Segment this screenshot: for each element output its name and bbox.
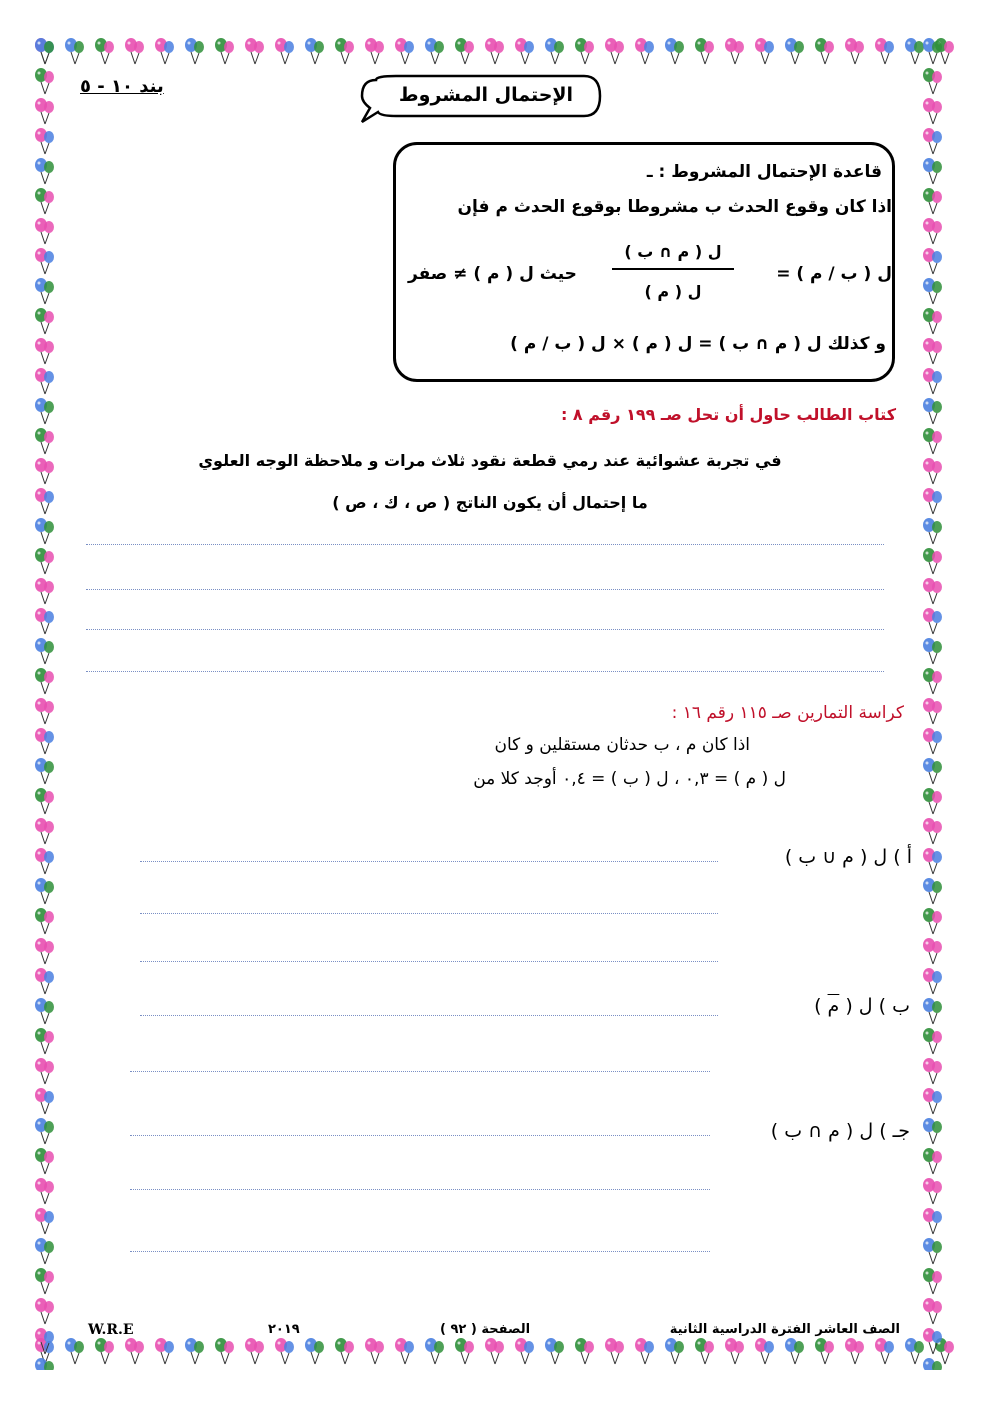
balloon-ornament-icon	[918, 426, 948, 456]
balloon-ornament-icon	[30, 576, 60, 606]
balloon-ornament-icon	[30, 726, 60, 756]
balloon-ornament-icon	[180, 1336, 210, 1366]
ornamental-border-bottom	[30, 1336, 962, 1370]
balloon-ornament-icon	[690, 1336, 720, 1366]
textbook-question-line1: في تجربة عشوائية عند رمي قطعة نقود ثلاث مرات و ملاحظة الوجه العلوي	[198, 451, 782, 470]
footer-author: W.R.E	[88, 1322, 134, 1338]
balloon-ornament-icon	[270, 36, 300, 66]
balloon-ornament-icon	[918, 696, 948, 726]
footer-page: الصفحة ( ٩٢ )	[440, 1322, 531, 1337]
balloon-ornament-icon	[918, 516, 948, 546]
balloon-ornament-icon	[660, 1336, 690, 1366]
balloon-ornament-icon	[540, 36, 570, 66]
rule-line3: و كذلك ل ( م ∩ ب ) = ل ( م ) × ل ( ب / م )	[510, 334, 886, 354]
workbook-line2: ل ( م ) = ٠,٣ ، ل ( ب ) = ٠,٤ أوجد كلا من	[473, 769, 786, 789]
balloon-ornament-icon	[240, 36, 270, 66]
balloon-ornament-icon	[870, 1336, 900, 1366]
complement-symbol: م	[827, 995, 840, 1017]
balloon-ornament-icon	[420, 1336, 450, 1366]
answer-line[interactable]	[140, 1015, 718, 1016]
balloon-ornament-icon	[510, 36, 540, 66]
balloon-ornament-icon	[30, 366, 60, 396]
balloon-ornament-icon	[120, 36, 150, 66]
ornamental-border-left	[30, 36, 64, 1370]
balloon-ornament-icon	[30, 936, 60, 966]
balloon-ornament-icon	[720, 1336, 750, 1366]
balloon-ornament-icon	[918, 216, 948, 246]
balloon-ornament-icon	[90, 1336, 120, 1366]
balloon-ornament-icon	[30, 696, 60, 726]
balloon-ornament-icon	[570, 36, 600, 66]
balloon-ornament-icon	[918, 666, 948, 696]
balloon-ornament-icon	[30, 156, 60, 186]
textbook-question-line2: ما إحتمال أن يكون الناتج ( ص ، ك ، ص )	[332, 493, 648, 512]
balloon-ornament-icon	[30, 186, 60, 216]
footer-grade: الصف العاشر الفترة الدراسية الثانية	[669, 1322, 900, 1337]
balloon-ornament-icon	[918, 336, 948, 366]
balloon-ornament-icon	[150, 1336, 180, 1366]
balloon-ornament-icon	[918, 1236, 948, 1266]
balloon-ornament-icon	[918, 546, 948, 576]
balloon-ornament-icon	[180, 36, 210, 66]
balloon-ornament-icon	[30, 1026, 60, 1056]
balloon-ornament-icon	[390, 1336, 420, 1366]
balloon-ornament-icon	[510, 1336, 540, 1366]
answer-line[interactable]	[86, 544, 884, 545]
balloon-ornament-icon	[330, 36, 360, 66]
balloon-ornament-icon	[480, 36, 510, 66]
balloon-ornament-icon	[30, 996, 60, 1026]
answer-line[interactable]	[140, 961, 718, 962]
balloon-ornament-icon	[918, 1326, 948, 1356]
balloon-ornament-icon	[750, 36, 780, 66]
balloon-ornament-icon	[30, 1356, 60, 1370]
balloon-ornament-icon	[720, 36, 750, 66]
balloon-ornament-icon	[600, 36, 630, 66]
balloon-ornament-icon	[30, 816, 60, 846]
balloon-ornament-icon	[918, 456, 948, 486]
balloon-ornament-icon	[918, 936, 948, 966]
balloon-ornament-icon	[30, 666, 60, 696]
balloon-ornament-icon	[30, 486, 60, 516]
balloon-ornament-icon	[918, 576, 948, 606]
balloon-ornament-icon	[960, 36, 962, 66]
footer-year: ٢٠١٩	[268, 1322, 300, 1337]
answer-line[interactable]	[140, 913, 718, 914]
balloon-ornament-icon	[918, 1116, 948, 1146]
answer-line[interactable]	[130, 1251, 710, 1252]
answer-line[interactable]	[130, 1071, 710, 1072]
rule-heading: قاعدة الإحتمال المشروط : ـ	[646, 162, 882, 182]
balloon-ornament-icon	[918, 876, 948, 906]
balloon-ornament-icon	[390, 36, 420, 66]
balloon-ornament-icon	[870, 36, 900, 66]
rule-line1: اذا كان وقوع الحدث ب مشروطا بوقوع الحدث م فإن	[457, 197, 892, 217]
balloon-ornament-icon	[30, 216, 60, 246]
balloon-ornament-icon	[918, 1056, 948, 1086]
workbook-heading: كراسة التمارين صـ ١١٥ رقم ١٦ :	[671, 703, 904, 723]
balloon-ornament-icon	[750, 1336, 780, 1366]
balloon-ornament-icon	[210, 36, 240, 66]
part-a-label: أ ) ل ( م ∪ ب )	[784, 846, 912, 868]
balloon-ornament-icon	[30, 1206, 60, 1236]
balloon-ornament-icon	[60, 36, 90, 66]
balloon-ornament-icon	[30, 1086, 60, 1116]
balloon-ornament-icon	[630, 1336, 660, 1366]
balloon-ornament-icon	[918, 246, 948, 276]
balloon-ornament-icon	[918, 966, 948, 996]
balloon-ornament-icon	[918, 1356, 948, 1370]
balloon-ornament-icon	[30, 1176, 60, 1206]
balloon-ornament-icon	[30, 36, 60, 66]
balloon-ornament-icon	[90, 36, 120, 66]
answer-line[interactable]	[86, 671, 884, 672]
answer-line[interactable]	[140, 861, 718, 862]
balloon-ornament-icon	[30, 906, 60, 936]
balloon-ornament-icon	[918, 486, 948, 516]
balloon-ornament-icon	[30, 636, 60, 666]
balloon-ornament-icon	[120, 1336, 150, 1366]
balloon-ornament-icon	[30, 1266, 60, 1296]
balloon-ornament-icon	[210, 1336, 240, 1366]
balloon-ornament-icon	[960, 1336, 962, 1366]
balloon-ornament-icon	[30, 846, 60, 876]
balloon-ornament-icon	[810, 36, 840, 66]
balloon-ornament-icon	[918, 66, 948, 96]
balloon-ornament-icon	[30, 426, 60, 456]
balloon-ornament-icon	[918, 1266, 948, 1296]
balloon-ornament-icon	[480, 1336, 510, 1366]
balloon-ornament-icon	[30, 876, 60, 906]
balloon-ornament-icon	[840, 1336, 870, 1366]
balloon-ornament-icon	[30, 1146, 60, 1176]
part-c-label: جـ ) ل ( م ∩ ب )	[770, 1120, 910, 1142]
balloon-ornament-icon	[30, 966, 60, 996]
part-b-prefix: ب ) ل (	[839, 995, 910, 1017]
balloon-ornament-icon	[30, 1116, 60, 1146]
balloon-ornament-icon	[630, 36, 660, 66]
balloon-ornament-icon	[660, 36, 690, 66]
ornamental-border-top	[30, 36, 962, 70]
balloon-ornament-icon	[918, 156, 948, 186]
answer-line[interactable]	[86, 629, 884, 630]
balloon-ornament-icon	[918, 996, 948, 1026]
balloon-ornament-icon	[30, 606, 60, 636]
balloon-ornament-icon	[330, 1336, 360, 1366]
balloon-ornament-icon	[780, 36, 810, 66]
balloon-ornament-icon	[300, 36, 330, 66]
rule-denominator: ل ( م )	[644, 282, 702, 301]
balloon-ornament-icon	[30, 786, 60, 816]
rule-condition: حيث ل ( م ) ≠ صفر	[408, 264, 577, 284]
balloon-ornament-icon	[30, 336, 60, 366]
workbook-line1: اذا كان م ، ب حدثان مستقلين و كان	[494, 735, 750, 755]
balloon-ornament-icon	[600, 1336, 630, 1366]
balloon-ornament-icon	[30, 756, 60, 786]
balloon-ornament-icon	[300, 1336, 330, 1366]
balloon-ornament-icon	[780, 1336, 810, 1366]
balloon-ornament-icon	[30, 1296, 60, 1326]
balloon-ornament-icon	[918, 306, 948, 336]
balloon-ornament-icon	[918, 786, 948, 816]
answer-line[interactable]	[130, 1189, 710, 1190]
balloon-ornament-icon	[810, 1336, 840, 1366]
balloon-ornament-icon	[30, 306, 60, 336]
balloon-ornament-icon	[918, 126, 948, 156]
balloon-ornament-icon	[30, 1326, 60, 1356]
balloon-ornament-icon	[918, 1176, 948, 1206]
balloon-ornament-icon	[30, 276, 60, 306]
answer-line[interactable]	[86, 589, 884, 590]
balloon-ornament-icon	[420, 36, 450, 66]
part-b-suffix: )	[814, 995, 828, 1017]
balloon-ornament-icon	[918, 906, 948, 936]
balloon-ornament-icon	[918, 96, 948, 126]
balloon-ornament-icon	[360, 36, 390, 66]
balloon-ornament-icon	[450, 36, 480, 66]
balloon-ornament-icon	[540, 1336, 570, 1366]
balloon-ornament-icon	[30, 1056, 60, 1086]
balloon-ornament-icon	[918, 846, 948, 876]
balloon-ornament-icon	[918, 1026, 948, 1056]
balloon-ornament-icon	[570, 1336, 600, 1366]
balloon-ornament-icon	[918, 276, 948, 306]
balloon-ornament-icon	[840, 36, 870, 66]
part-b-label	[814, 995, 910, 1017]
balloon-ornament-icon	[30, 246, 60, 276]
balloon-ornament-icon	[30, 546, 60, 576]
balloon-ornament-icon	[30, 66, 60, 96]
balloon-ornament-icon	[918, 1086, 948, 1116]
balloon-ornament-icon	[360, 1336, 390, 1366]
balloon-ornament-icon	[918, 1296, 948, 1326]
balloon-ornament-icon	[918, 366, 948, 396]
balloon-ornament-icon	[270, 1336, 300, 1366]
balloon-ornament-icon	[30, 1236, 60, 1266]
balloon-ornament-icon	[918, 1146, 948, 1176]
balloon-ornament-icon	[30, 396, 60, 426]
ornamental-border-right	[918, 36, 952, 1370]
balloon-ornament-icon	[918, 726, 948, 756]
balloon-ornament-icon	[690, 36, 720, 66]
balloon-ornament-icon	[918, 606, 948, 636]
balloon-ornament-icon	[918, 636, 948, 666]
section-code: بند ١٠ - ٥	[80, 76, 164, 97]
balloon-ornament-icon	[918, 756, 948, 786]
rule-lhs: ل ( ب / م ) =	[776, 264, 892, 284]
fraction-bar	[612, 268, 734, 270]
balloon-ornament-icon	[30, 96, 60, 126]
balloon-ornament-icon	[918, 36, 948, 66]
balloon-ornament-icon	[30, 126, 60, 156]
rule-numerator: ل ( م ∩ ب )	[624, 242, 722, 261]
balloon-ornament-icon	[918, 186, 948, 216]
balloon-ornament-icon	[60, 1336, 90, 1366]
balloon-ornament-icon	[240, 1336, 270, 1366]
balloon-ornament-icon	[30, 456, 60, 486]
textbook-heading: كتاب الطالب حاول أن تحل صـ ١٩٩ رقم ٨ :	[560, 405, 896, 424]
balloon-ornament-icon	[450, 1336, 480, 1366]
balloon-ornament-icon	[918, 816, 948, 846]
page-title: الإحتمال المشروط	[398, 84, 574, 106]
balloon-ornament-icon	[918, 396, 948, 426]
balloon-ornament-icon	[150, 36, 180, 66]
balloon-ornament-icon	[918, 1206, 948, 1236]
answer-line[interactable]	[130, 1135, 710, 1136]
balloon-ornament-icon	[30, 516, 60, 546]
